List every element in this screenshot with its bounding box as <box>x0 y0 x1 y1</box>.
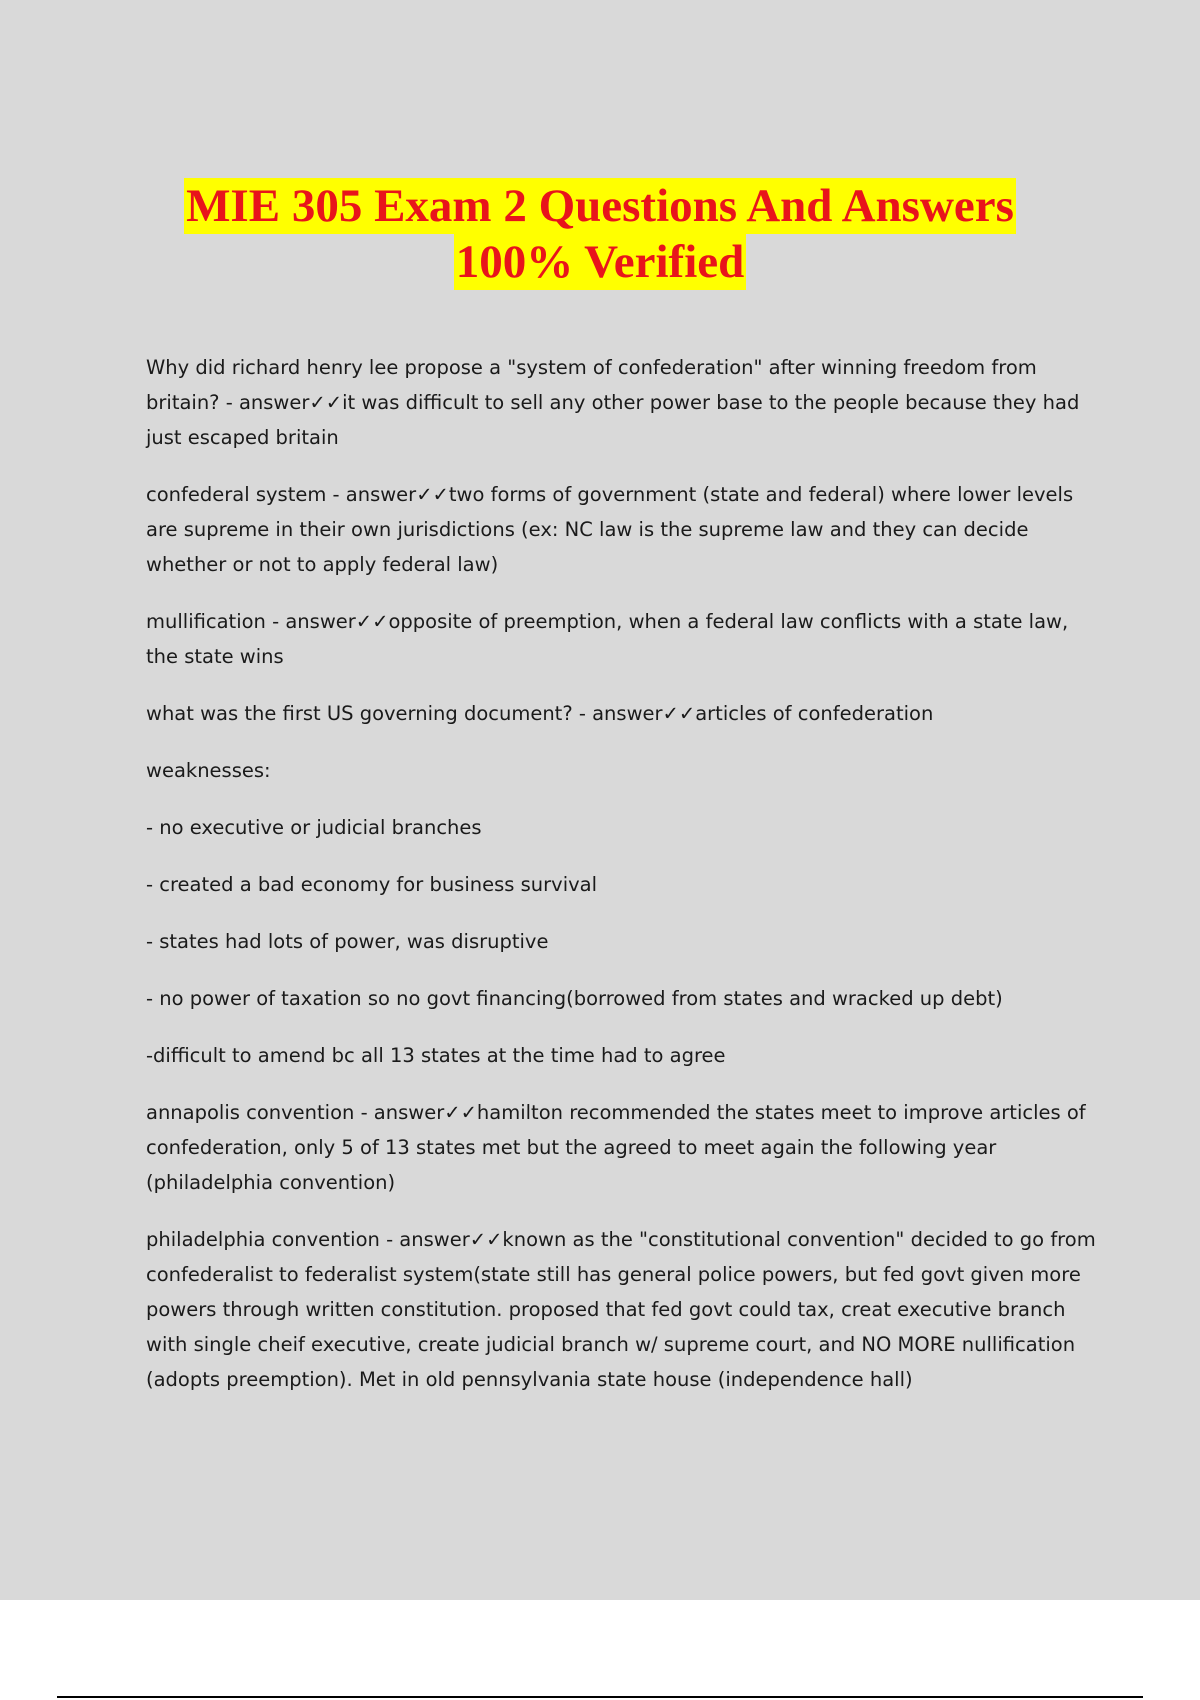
qa-paragraph: confederal system - answer✓✓two forms of government (state and federal) where lower levels are supreme in their own jurisdictions (ex: NC law is the supreme law and they can decide whether or not to apply federal law) <box>146 483 1080 576</box>
list-item: - created a bad economy for business survival <box>146 873 598 896</box>
qa-paragraph: philadelphia convention - answer✓✓known as the "constitutional convention" decided to go from confederalist to federalist system(state still has general police powers, but fed govt given more powers through written constitution. proposed that fed govt could tax, creat executive branch with single cheif executive, create judicial branch w/ supreme court, and NO MORE nullification (adopts preemption). Met in old pennsylvania state house (independence hall) <box>146 1228 1102 1391</box>
list-item: - no executive or judicial branches <box>146 816 482 839</box>
list-heading: weaknesses: <box>146 759 271 782</box>
document-body <box>146 350 1102 1419</box>
qa-paragraph: mullification - answer✓✓opposite of preemption, when a federal law conflicts with a state law, the state wins <box>146 610 1075 668</box>
qa-paragraph: Why did richard henry lee propose a "system of confederation" after winning freedom from britain? - answer✓✓it was difficult to sell any other power base to the people because they had just escaped britain <box>146 356 1086 449</box>
document-title <box>0 178 1200 290</box>
qa-paragraph: annapolis convention - answer✓✓hamilton recommended the states meet to improve articles of confederation, only 5 of 13 states met but the agreed to meet again the following year (philadelphia convention) <box>146 1101 1092 1194</box>
list-item: - no power of taxation so no govt financing(borrowed from states and wracked up debt) <box>146 987 1003 1010</box>
qa-paragraph: what was the first US governing document? - answer✓✓articles of confederation <box>146 702 934 725</box>
title-line-1: MIE 305 Exam 2 Questions And Answers <box>186 180 1014 232</box>
title-line-2: 100% Verified <box>455 236 745 288</box>
list-item: -difficult to amend bc all 13 states at the time had to agree <box>146 1044 726 1067</box>
list-item: - states had lots of power, was disruptive <box>146 930 549 953</box>
footer-divider <box>57 1696 1143 1698</box>
